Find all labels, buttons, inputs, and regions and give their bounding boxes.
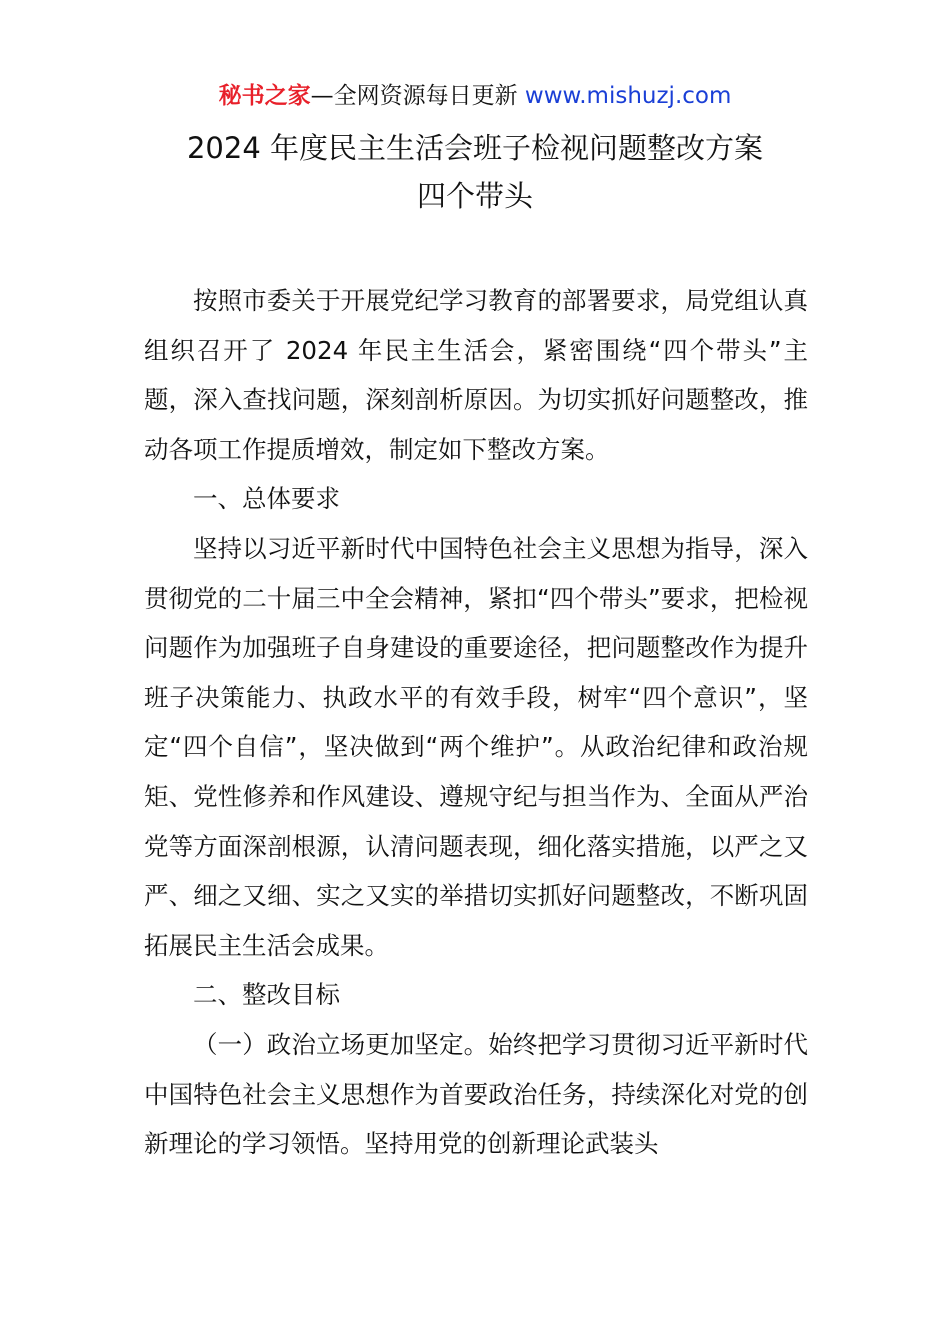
section-heading-overall-requirements: 一、总体要求 bbox=[193, 484, 340, 514]
document-title: 2024 年度民主生活会班子检视问题整改方案 bbox=[186, 131, 764, 165]
site-banner bbox=[0, 80, 950, 112]
document-body bbox=[144, 276, 808, 1169]
intro-paragraph: 按照市委关于开展党纪学习教育的部署要求，局党组认真组织召开了 2024 年民主生活会，紧密围绕“四个带头”主题，深入查找问题，深刻剖析原因。为切实抓好问题整改，推动各项工作提质增效，制定如下整改方案。 bbox=[144, 286, 808, 464]
goal-paragraph-political-stance: （一）政治立场更加坚定。始终把学习贯彻习近平新时代中国特色社会主义思想作为首要政治任务，持续深化对党的创新理论的学习领悟。坚持用党的创新理论武装头 bbox=[144, 1029, 808, 1159]
banner-tagline: —全网资源每日更新 bbox=[310, 83, 518, 109]
section-heading-rectification-goals: 二、整改目标 bbox=[193, 980, 340, 1010]
banner-brand: 秘书之家 bbox=[218, 83, 311, 109]
banner-url-link[interactable]: www.mishuzj.com bbox=[524, 83, 732, 109]
overall-requirements-paragraph: 坚持以习近平新时代中国特色社会主义思想为指导，深入贯彻党的二十届三中全会精神，紧扣“四个带头”要求，把检视问题作为加强班子自身建设的重要途径，把问题整改作为提升班子决策能力、执政水平的有效手段，树牢“四个意识”，坚定“四个自信”，坚决做到“两个维护”。从政治纪律和政治规矩、党性修养和作风建设、遵规守纪与担当作为、全面从严治党等方面深剖根源，认清问题表现，细化落实措施，以严之又严、细之又细、实之又实的举措切实抓好问题整改，不断巩固拓展民主生活会成果。 bbox=[144, 533, 808, 960]
document-subtitle: 四个带头 bbox=[416, 179, 533, 213]
